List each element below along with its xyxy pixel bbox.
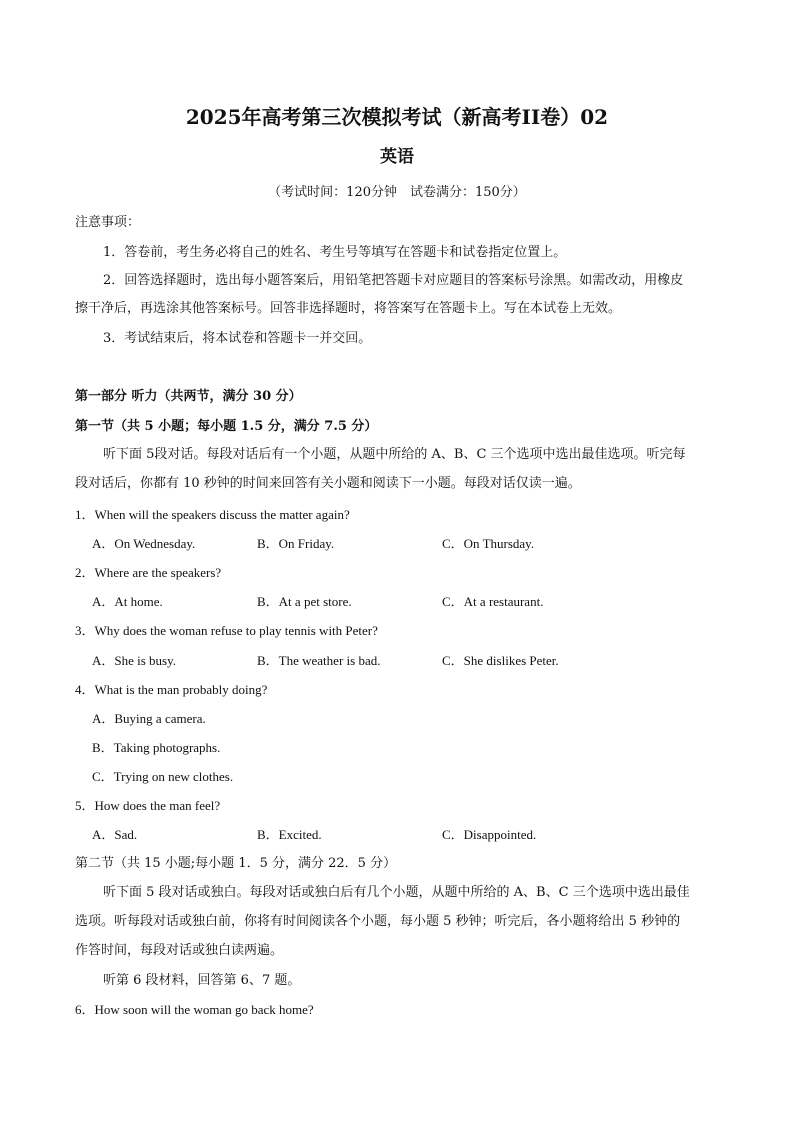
question-5-option-b: B．Excited. <box>257 827 322 842</box>
question-2-option-c: C．At a restaurant. <box>442 594 544 609</box>
section1-instruction-2: 段对话后，你都有 10 秒钟的时间来回答有关小题和阅读下一小题。每段对话仅读一遍。 <box>75 476 581 491</box>
notice-item-2-cont: 擦干净后，再选涂其他答案标号。回答非选择题时，将答案写在答题卡上。写在本试卷上无效。 <box>75 301 622 316</box>
question-5-stem: 5．How does the man feel? <box>75 798 221 813</box>
question-4-option-b: B．Taking photographs. <box>92 740 221 755</box>
notice-item-2: 2．回答选择题时，选出每小题答案后，用铅笔把答题卡对应题目的答案标号涂黑。如需改动，用橡皮 <box>103 273 684 288</box>
section2-instruction-3: 作答时间，每段对话或独白读两遍。 <box>75 943 284 958</box>
question-3-option-c: C．She dislikes Peter. <box>442 653 559 668</box>
question-6-stem: 6．How soon will the woman go back home? <box>75 1002 314 1017</box>
question-4-option-a: A．Buying a camera. <box>92 711 206 726</box>
question-3-stem: 3．Why does the woman refuse to play tennis with Peter? <box>75 623 378 638</box>
question-5-option-a: A．Sad. <box>92 827 138 842</box>
section1-instruction-1: 听下面 5段对话。每段对话后有一个小题，从题中所给的 A、B、C 三个选项中选出最佳选项。听完每 <box>103 447 686 462</box>
question-3-option-a: A．She is busy. <box>92 653 177 668</box>
exam-info: （考试时间：120分钟 试卷满分：150分） <box>268 185 526 200</box>
notice-heading: 注意事项： <box>75 215 141 230</box>
part1-heading: 第一部分 听力（共两节，满分 30 分） <box>75 389 302 404</box>
section2-instruction-1: 听下面 5 段对话或独白。每段对话或独白后有几个小题，从题中所给的 A、B、C 三个选项中选出最佳 <box>103 885 690 900</box>
section1-heading: 第一节（共 5 小题；每小题 1.5 分，满分 7.5 分） <box>75 419 378 434</box>
question-1-option-a: A．On Wednesday. <box>92 536 196 551</box>
question-1-stem: 1．When will the speakers discuss the matter again? <box>75 507 350 522</box>
section2-instruction-2: 选项。听每段对话或独白前，你将有时间阅读各个小题，每小题 5 秒钟；听完后，各小题将给出 5 秒钟的 <box>75 914 681 929</box>
subject-title: 英语 <box>380 147 414 167</box>
question-1-option-c: C．On Thursday. <box>442 536 535 551</box>
notice-item-3: 3．考试结束后，将本试卷和答题卡一并交回。 <box>103 331 372 346</box>
notice-item-1: 1．答卷前，考生务必将自己的姓名、考生号等填写在答题卡和试卷指定位置上。 <box>103 245 567 260</box>
question-4-option-c: C．Trying on new clothes. <box>92 769 234 784</box>
question-2-option-b: B．At a pet store. <box>257 594 352 609</box>
question-2-option-a: A．At home. <box>92 594 163 609</box>
material-note: 听第 6 段材料，回答第 6、7 题。 <box>103 973 301 988</box>
question-4-stem: 4．What is the man probably doing? <box>75 682 268 697</box>
question-3-option-b: B．The weather is bad. <box>257 653 381 668</box>
page-title: 2025年高考第三次模拟考试（新高考II卷）02 <box>185 105 609 129</box>
question-2-stem: 2．Where are the speakers? <box>75 565 222 580</box>
section2-heading: 第二节（共 15 小题;每小题 1．5 分，满分 22．5 分） <box>75 856 397 871</box>
question-1-option-b: B．On Friday. <box>257 536 335 551</box>
question-5-option-c: C．Disappointed. <box>442 827 537 842</box>
